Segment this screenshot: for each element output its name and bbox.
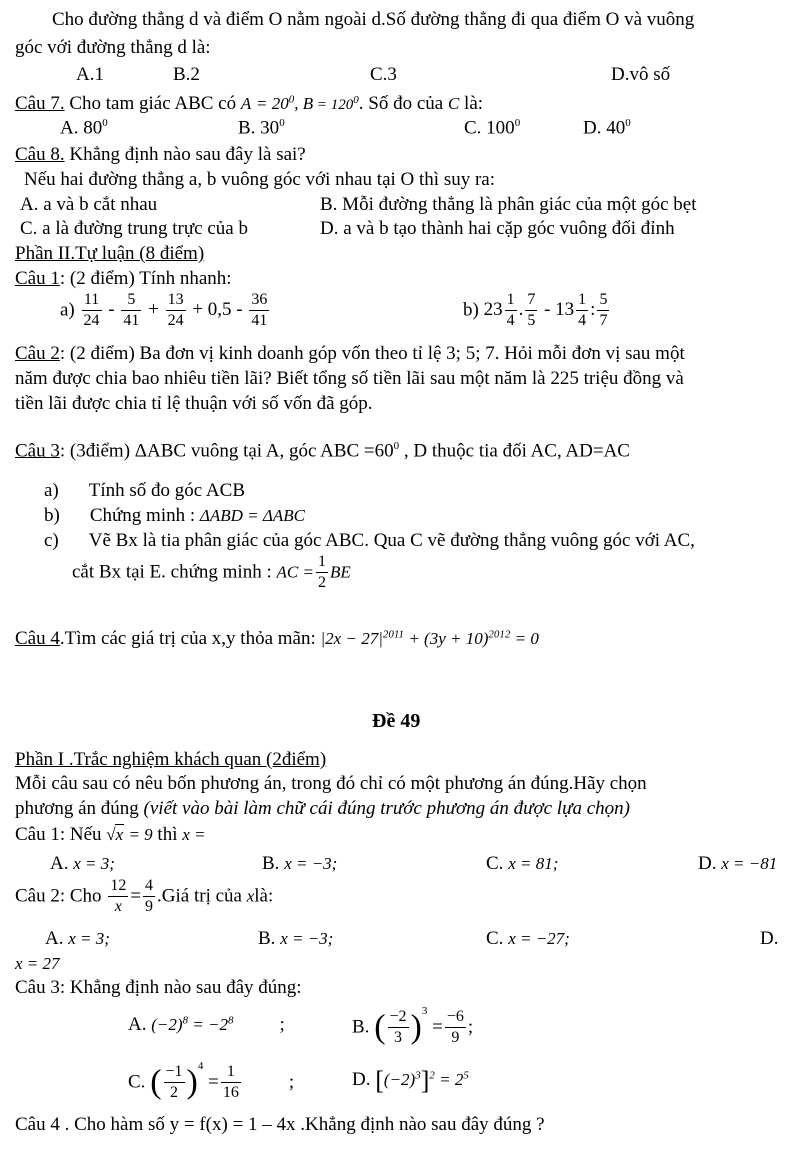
part2-title: Phần II.Tự luận (8 điểm) [15,243,205,264]
part1-line2: phương án đúng (viết vào bài làm chữ cái đúng trước phương án được lựa chọn) [15,798,630,819]
q7-option-d: D. $40^0$ [583,117,631,139]
q7-option-c: C. $100^0$ [464,117,521,139]
q6-option-d: D.vô số [611,64,671,85]
p1q1-option-c: C. x = 81; [486,853,559,874]
c3-part-c2: cắt Bx tại E. chứng minh : AC = $\frac{1}{2}$ BE [72,553,351,591]
q6-option-a: A.1 [76,64,104,85]
exam-title: Đề 49 [372,710,421,732]
q6-stem-line2: góc với đường thẳng d là: [15,37,211,58]
c2-line2: năm được chia bao nhiêu tiền lãi? Biết tổng số tiền lãi sau một năm là 225 triệu đồng và [15,368,684,389]
p1q1-option-a: A. x = 3; [50,853,115,874]
c3-stem: Câu 3: (3điểm) ΔABC vuông tại A, góc ABC $=60^0$ , D thuộc tia đối AC, AD=AC [15,440,630,462]
p1q2-stem: Câu 2: Cho $\frac{12}{x}$ = $\frac{4}{9}$ .Giá trị của xlà: [15,877,274,915]
c1-expr-b: b) 23 $\frac{1}{4}$ . $\frac{7}{5}$ - 13 $\frac{1}{4}$ : $\frac{5}{7}$ [463,291,608,329]
p1q2-option-c: C. x = −27; [486,928,570,949]
c2-line1: Câu 2: (2 điểm) Ba đơn vị kinh doanh góp vốn theo tỉ lệ 3; 5; 7. Hỏi mỗi đơn vị sau một [15,343,685,364]
p1q4-stem: Câu 4 . Cho hàm số y = f(x) = 1 – 4x .Khẳng định nào sau đây đúng ? [15,1114,545,1135]
p1q1-option-d: D. x = −81 [698,853,778,874]
p1q3-stem: Câu 3: Khẳng định nào sau đây đúng: [15,977,302,998]
q7-angle-b: B [302,94,314,113]
q8-option-c: C. a là đường trung trực của b [20,218,248,239]
p1q2-option-d: D. [760,928,779,949]
q6-option-b: B.2 [173,64,200,85]
p1q3-option-c: C. ( $\frac{-1}{2}$ )$^4$ = $\frac{1}{16}$ ; [128,1060,295,1102]
q7-label: Câu 7. [15,93,65,114]
q8-option-d: D. a và b tạo thành hai cặp góc vuông đối đỉnh [320,218,675,239]
p1q3-option-d: D. $[(-2)^3]^2 = 2^5$ [352,1066,469,1095]
p1q1-stem: Câu 1: Nếu √x = 9 thì x = [15,824,206,845]
q8-stem: Câu 8. Khẳng định nào sau đây là sai? [15,144,306,165]
q6-stem-line1: Cho đường thẳng d và điểm O nằm ngoài d.Số đường thẳng đi qua điểm O và vuông [52,9,695,30]
c2-line3: tiền lãi được chia tỉ lệ thuận với số vốn đã góp. [15,393,373,414]
q7-option-a: A. $80^0$ [60,117,108,139]
q7-angle-c: C [447,94,460,113]
p1q3-option-b: B. ( $\frac{-2}{3}$ )$^3$ = $\frac{-6}{9}$ ; [352,1005,474,1047]
part1-title: Phần I .Trắc nghiệm khách quan (2điểm) [15,749,327,770]
c1-expr-a: a) $\frac{11}{24}$ - $\frac{5}{41}$ + $\frac{13}{24}$ + 0,5 - $\frac{36}{41}$ [60,291,268,329]
q7-stem: Câu 7. Cho tam giác ABC có $A = 20^0$, $B = 120^0$. Số đo của C là: [15,93,484,114]
q7-angle-a: A [240,94,252,113]
p1q2-option-a: A. x = 3; [45,928,110,949]
q6-option-c: C.3 [370,64,397,85]
c3-part-c: c) Vẽ Bx là tia phân giác của góc ABC. Qua C vẽ đường thẳng vuông góc với AC, [44,530,695,551]
c3-part-b: b) Chứng minh : ΔABD = ΔABC [44,505,305,526]
q8-stem2: Nếu hai đường thẳng a, b vuông góc với nhau tại O thì suy ra: [24,169,496,190]
q8-option-b: B. Mỗi đường thẳng là phân giác của một góc bẹt [320,194,697,215]
p1q3-option-a: A. $(-2)^8 = -2^8$ ; [128,1014,285,1035]
c3-part-a: a) Tính số đo góc ACB [44,480,245,501]
q7-option-b: B. $30^0$ [238,117,285,139]
q8-option-a: A. a và b cắt nhau [20,194,158,215]
c4-stem: Câu 4.Tìm các giá trị của x,y thỏa mãn: $|2x - 27|^{2011} + (3y + 10)^{2012} = 0$ [15,628,539,649]
p1q2-option-b: B. x = −3; [258,928,334,949]
c1-stem: Câu 1: (2 điểm) Tính nhanh: [15,268,232,289]
p1q2-option-d-value: x = 27 [15,954,60,973]
p1q1-option-b: B. x = −3; [262,853,338,874]
part1-line1: Mỗi câu sau có nêu bốn phương án, trong đó chỉ có một phương án đúng.Hãy chọn [15,773,647,794]
